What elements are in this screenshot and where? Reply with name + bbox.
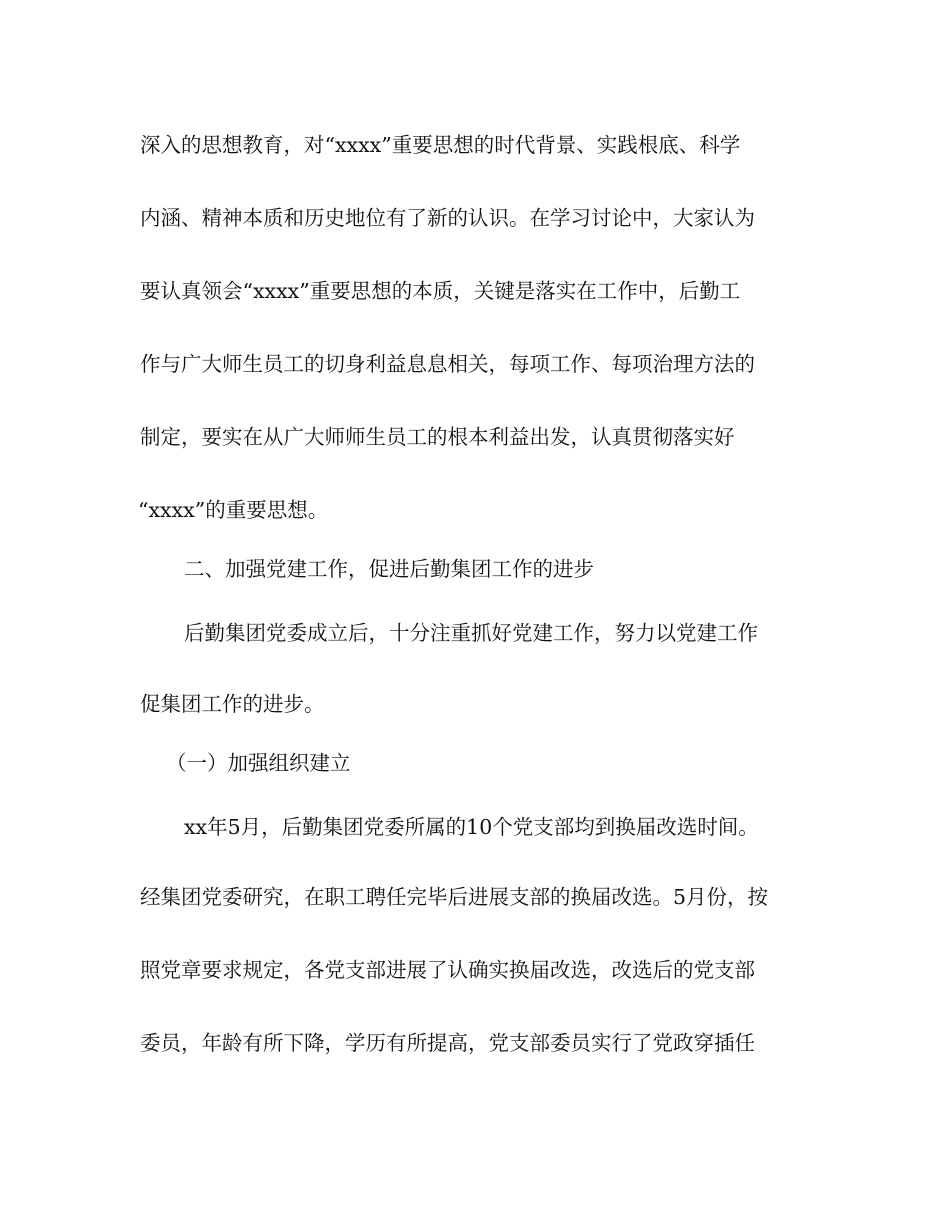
section-heading: 二、加强党建工作，促进后勤集团工作的进步 xyxy=(184,557,594,581)
paragraph-line: 照党章要求规定，各党支部进展了认确实换届改选，改选后的党支部 xyxy=(140,958,755,982)
paragraph-line: 委员，年龄有所下降，学历有所提高，党支部委员实行了党政穿插任 xyxy=(140,1031,755,1055)
paragraph-line: 深入的思想教育，对“xxxx”重要思想的时代背景、实践根底、科学 xyxy=(140,133,741,157)
paragraph-line: 内涵、精神本质和历史地位有了新的认识。在学习讨论中，大家认为 xyxy=(140,206,755,230)
paragraph-line: 要认真领会“xxxx”重要思想的本质，关键是落实在工作中，后勤工 xyxy=(140,279,741,303)
subsection-heading: （一）加强组织建立 xyxy=(166,751,351,775)
paragraph-line: 促集团工作的进步。 xyxy=(140,692,325,716)
paragraph-line: “xxxx”的重要思想。 xyxy=(138,498,329,522)
paragraph-line: 作与广大师生员工的切身利益息息相关，每项工作、每项治理方法的 xyxy=(140,352,755,376)
paragraph-line: 经集团党委研究，在职工聘任完毕后进展支部的换届改选。5月份，按 xyxy=(140,885,769,909)
paragraph-line: xx年5月，后勤集团党委所属的10个党支部均到换届改选时间。 xyxy=(184,815,759,839)
paragraph-line: 制定，要实在从广大师师生员工的根本利益出发，认真贯彻落实好 xyxy=(140,425,735,449)
paragraph-line: 后勤集团党委成立后，十分注重抓好党建工作，努力以党建工作 xyxy=(184,621,758,645)
